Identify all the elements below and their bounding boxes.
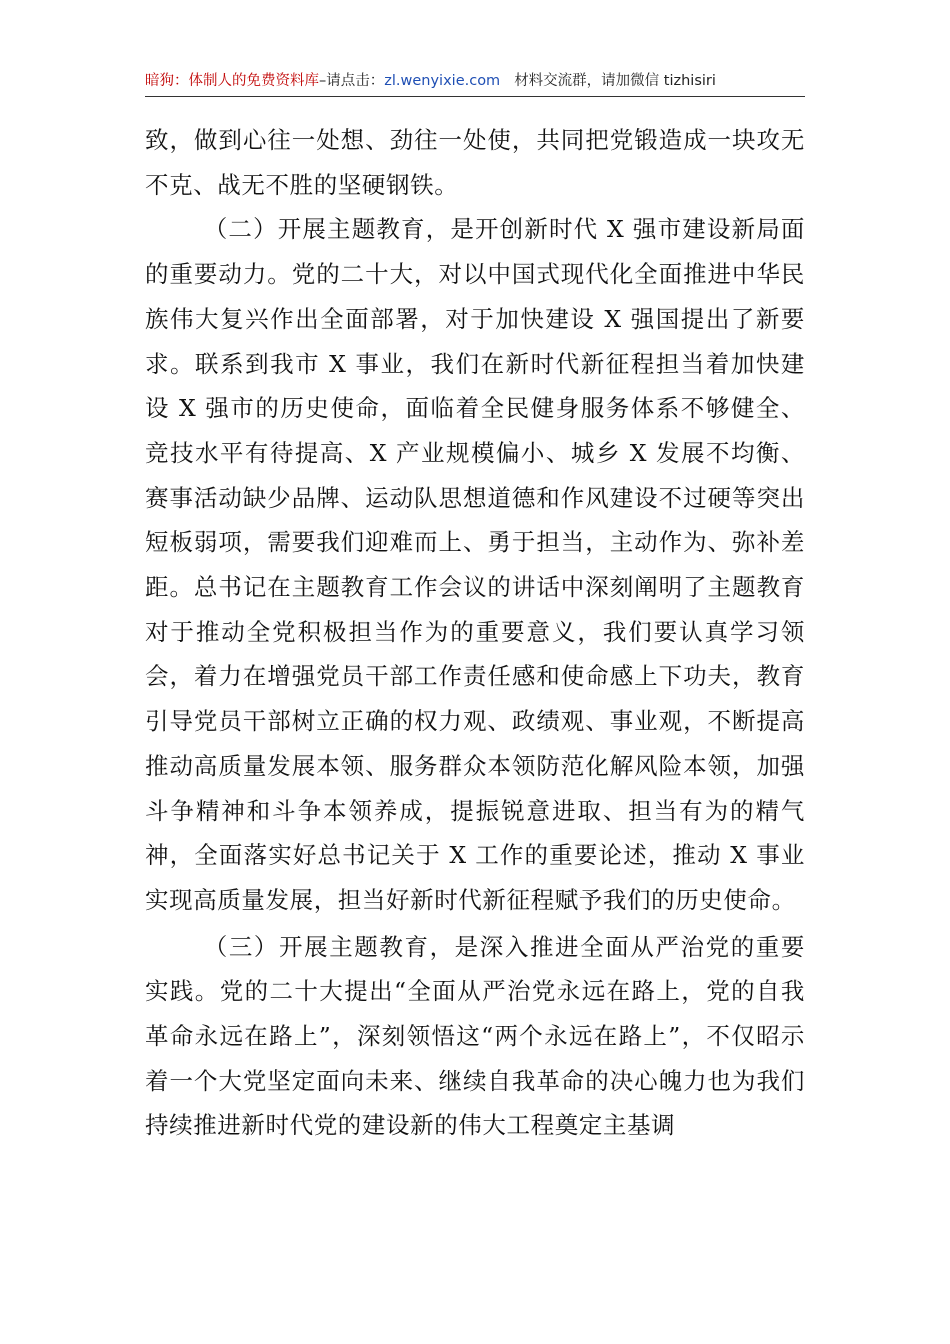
header-brand: 暗狗：体制人的免费资料库	[145, 73, 319, 89]
header-contact: 材料交流群，请加微信 tizhisiri	[514, 73, 716, 89]
header-divider	[145, 96, 805, 97]
paragraph-section-2: （二）开展主题教育，是开创新时代 X 强市建设新局面的重要动力。党的二十大，对以中国式现代化全面推进中华民族伟大复兴作出全面部署，对于加快建设 X 强国提出了新要求。联系到我市 X 事业，我们在新时代新征程担当着加快建设 X 强市的历史使命，面临着全民健身服务体系不够健全、竞技水平有待提高、X 产业规模偏小、城乡 X 发展不均衡、赛事活动缺少品牌、运动队思想道德和作风建设不过硬等突出短板弱项，需要我们迎难而上、勇于担当，主动作为、弥补差距。总书记在主题教育工作会议的讲话中深刻阐明了主题教育对于推动全党积极担当作为的重要意义，我们要认真学习领会，着力在增强党员干部工作责任感和使命感上下功夫，教育引导党员干部树立正确的权力观、政绩观、事业观，不断提高推动高质量发展本领、服务群众本领防范化解风险本领，加强斗争精神和斗争本领养成，提振锐意进取、担当有为的精气神，全面落实好总书记关于 X 工作的重要论述，推动 X 事业实现高质量发展，担当好新时代新征程赋予我们的历史使命。	[145, 215, 805, 914]
header-url-link[interactable]: zl.wenyixie.com	[384, 73, 501, 89]
document-body	[145, 118, 805, 1148]
page-header	[145, 68, 805, 94]
paragraph-section-3: （三）开展主题教育，是深入推进全面从严治党的重要实践。党的二十大提出“全面从严治党永远在路上，党的自我革命永远在路上”，深刻领悟这“两个永远在路上”，不仅昭示着一个大党坚定面向未来、继续自我革命的决心魄力也为我们持续推进新时代党的建设新的伟大工程奠定主基调	[145, 932, 805, 1140]
header-cta: –请点击：	[319, 73, 385, 89]
paragraph-continuation: 致，做到心往一处想、劲往一处使，共同把党锻造成一块攻无不克、战无不胜的坚硬钢铁。	[145, 126, 805, 199]
